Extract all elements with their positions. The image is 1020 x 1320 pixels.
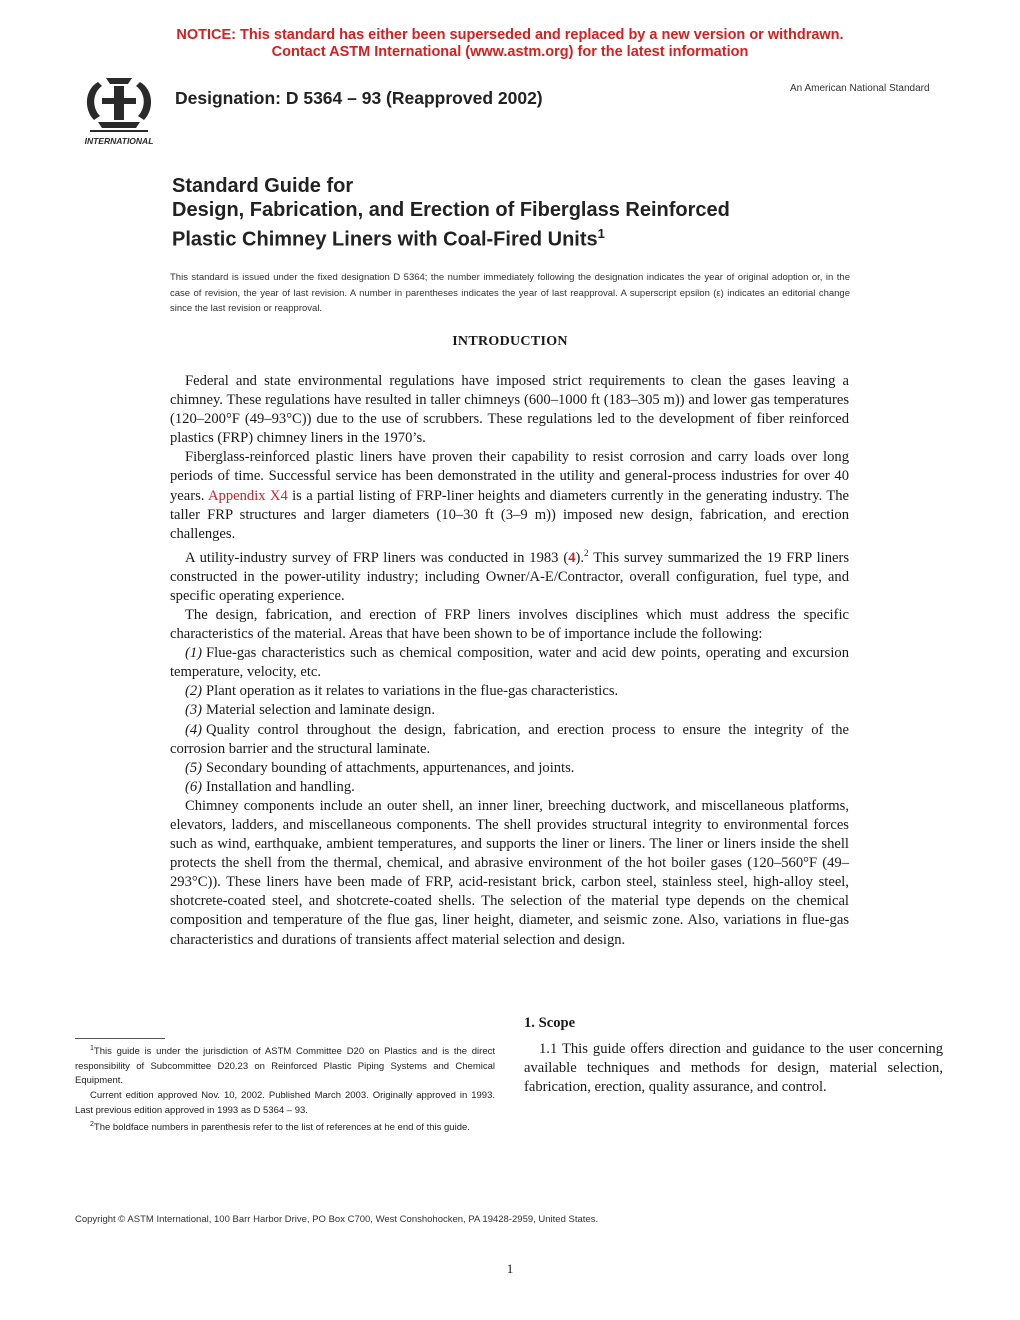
footnote-1 bbox=[75, 1042, 495, 1089]
introduction-body bbox=[170, 372, 849, 950]
intro-paragraph-3 bbox=[170, 544, 849, 606]
scope-heading: 1. Scope bbox=[524, 1015, 576, 1031]
list-item-text: Installation and handling. bbox=[206, 778, 355, 795]
list-item bbox=[170, 682, 849, 701]
notice-line-2: Contact ASTM International (www.astm.org) for the latest information bbox=[271, 44, 749, 60]
introduction-heading: INTRODUCTION bbox=[452, 334, 568, 349]
intro-p3-text-c: This survey summarized the 19 FRP liners constructed in the power-utility industry; including Owner/A-E/Contractor, overall configuration, fuel type, and specific operating experience. bbox=[170, 549, 850, 604]
appendix-x4-link[interactable]: Appendix X4 bbox=[208, 487, 288, 504]
list-item bbox=[170, 644, 849, 682]
copyright-line: Copyright © ASTM International, 100 Barr Harbor Drive, PO Box C700, West Conshohocken, PA 19428-2959, United States. bbox=[75, 1214, 599, 1225]
intro-paragraph-4: The design, fabrication, and erection of FRP liners involves disciplines which must address the specific characteristics of the material. Areas that have been shown to be of importance include the following: bbox=[170, 606, 849, 643]
list-item bbox=[170, 701, 849, 720]
list-item-text: Quality control throughout the design, fabrication, and erection process to ensure the integrity of the corrosion barrier and the structural laminate. bbox=[170, 721, 849, 757]
intro-p3-text-b: ). bbox=[575, 549, 585, 566]
footnote-divider bbox=[75, 1038, 165, 1039]
intro-paragraph-1: Federal and state environmental regulations have imposed strict requirements to clean the gases leaving a chimney. These regulations have resulted in taller chimneys (600–1000 ft (183–305 m)) and lower gas temperatures (120–200°F (49–93°C)) due to the use of scrubbers. These regulations led to the development of fiber reinforced plastics (FRP) chimney liners in the 1970’s. bbox=[170, 373, 849, 447]
scope-paragraph-1-1: 1.1 This guide offers direction and guidance to the user concerning available techniques and methods for design, material selection, fabrication, erection, quality assurance, and control. bbox=[524, 1041, 943, 1096]
document-title bbox=[172, 174, 892, 252]
american-national-standard-label: An American National Standard bbox=[790, 83, 930, 94]
title-line-2: Design, Fabrication, and Erection of Fiberglass Reinforced bbox=[172, 199, 730, 221]
intro-paragraph-5: Chimney components include an outer shell, an inner liner, breeching ductwork, and miscellaneous platforms, elevators, ladders, and miscellaneous components. The shell provides structural integrity to environmental forces such as wind, earthquake, ambient temperatures, and supports the liner or liners. The liner or liners inside the shell protects the shell from the thermal, chemical, and abrasive environment of the hot boiler gases (120–560°F (49–293°C)). These liners have been made of FRP, acid-resistant brick, carbon steel, stainless steel, high-alloy steel, shotcrete-coated steel, and shotcrete-coated shells. The selection of the material type depends on the chemical composition and temperature of the flue gas, liner height, diameter, and seismic zone. Also, variations in flue-gas characteristics and durations of transients affect material selection and design. bbox=[170, 797, 849, 948]
list-item-number: (1) bbox=[185, 645, 203, 662]
issuance-note: This standard is issued under the fixed designation D 5364; the number immediately following the designation indicates the year of original adoption or, in the case of revision, the year of last revision. A number in parentheses indicates the year of last reapproval. A superscript epsilon (ε) indicates an editorial change since the last revision or reapproval. bbox=[170, 272, 850, 314]
footnotes bbox=[75, 1042, 495, 1136]
list-item bbox=[170, 759, 849, 778]
list-item-number: (4) bbox=[185, 721, 203, 738]
withdrawn-notice bbox=[0, 27, 1020, 61]
list-item-number: (6) bbox=[185, 778, 203, 795]
footnote-1-marker: 1 bbox=[90, 1045, 94, 1052]
intro-p3-text-a: A utility-industry survey of FRP liners was conducted in 1983 ( bbox=[185, 549, 569, 566]
list-item bbox=[170, 778, 849, 797]
page-number: 1 bbox=[506, 1261, 514, 1276]
title-footnote-ref: 1 bbox=[597, 226, 605, 241]
list-item-number: (3) bbox=[185, 702, 203, 719]
footnote-2-text: The boldface numbers in parenthesis refer to the list of references at he end of this guide. bbox=[93, 1122, 470, 1134]
list-item bbox=[170, 721, 849, 759]
footnote-2-ref: 2 bbox=[584, 547, 589, 558]
astm-logo-mark bbox=[76, 72, 162, 150]
title-line-3-text: Plastic Chimney Liners with Coal-Fired Units bbox=[172, 228, 598, 251]
footnote-2 bbox=[75, 1118, 495, 1136]
notice-line-1: NOTICE: This standard has either been superseded and replaced by a new version or withdrawn. bbox=[176, 27, 844, 43]
list-item-text: Flue-gas characteristics such as chemical composition, water and acid dew points, operating and excursion temperature, velocity, etc. bbox=[170, 645, 849, 681]
list-item-number: (2) bbox=[185, 683, 203, 700]
footnote-2-marker: 2 bbox=[90, 1121, 94, 1129]
reference-4-link[interactable]: 4 bbox=[568, 549, 576, 566]
list-item-text: Material selection and laminate design. bbox=[206, 702, 435, 719]
designation: Designation: D 5364 – 93 (Reapproved 2002) bbox=[175, 88, 543, 108]
intro-paragraph-2 bbox=[170, 448, 849, 543]
list-item-number: (5) bbox=[185, 759, 203, 776]
footnote-1-text: This guide is under the jurisdiction of ASTM Committee D20 on Plastics and is the direct responsibility of Subcommittee D20.23 on Reinforced Plastic Piping Systems and Chemical Equipment. bbox=[75, 1046, 495, 1087]
intro-p2-text-b: is a partial listing of FRP-liner heights and diameters currently in the generating industry. The taller FRP structures and larger diameters (10–30 ft (3–9 m)) imposed new design, fabrication, and erection challenges. bbox=[170, 487, 850, 542]
list-item-text: Secondary bounding of attachments, appurtenances, and joints. bbox=[206, 759, 575, 776]
title-line-1: Standard Guide for bbox=[172, 175, 354, 197]
list-item-text: Plant operation as it relates to variations in the flue-gas characteristics. bbox=[206, 683, 619, 700]
title-line-3 bbox=[172, 222, 892, 252]
logo-subtext: INTERNATIONAL bbox=[84, 136, 154, 146]
astm-logo bbox=[76, 72, 162, 150]
intro-p2-text-a: Fiberglass-reinforced plastic liners have proven their capability to resist corrosion and carry loads over long periods of time. Successful service has been demonstrated in the utility and general-process industries for over 40 years. bbox=[170, 449, 849, 504]
footnote-1-edition: Current edition approved Nov. 10, 2002. Published March 2003. Originally approved in 1993. Last previous edition approved in 1993 as D 5364 – 93. bbox=[75, 1089, 495, 1116]
